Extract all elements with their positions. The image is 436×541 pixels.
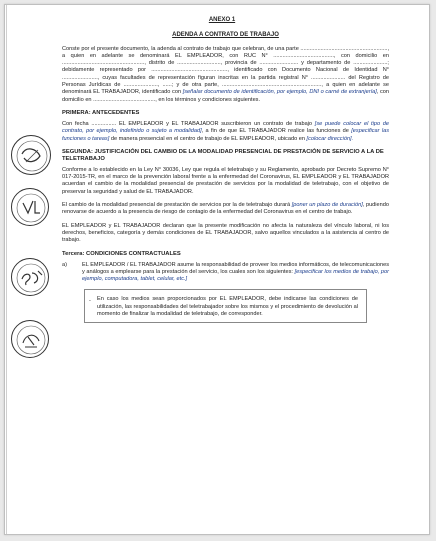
document-title: ADENDA A CONTRATO DE TRABAJO — [172, 32, 279, 39]
s1-text-c: de manera presencial en el centro de trabajo de EL EMPLEADOR, ubicado en — [110, 135, 305, 142]
s1-text-b: , a fin de que EL TRABAJADOR realice las funciones de — [201, 128, 349, 135]
section-2-paragraph-1: Conforme a lo establecido en la Ley N° 30036, Ley que regula el teletrabajo y su Reglamento, aprobado por Decreto Supremo N° 017-2015-TR, en el marco de la prevención laboral frente a la enfermedad del Coronavirus, EL EMPLEADOR y EL TRABAJADOR acuerdan el cambio de la modalidad presencial de prestación de servicios por la modalidad de teletrabajo, con el objetivo de preservar la seguridad y salud de EL TRABAJADOR. — [62, 166, 389, 195]
section-2-title: SEGUNDA: JUSTIFICACIÓN DEL CAMBIO DE LA MODALIDAD PRESENCIAL DE PRESTACIÓN DE SERVICIO A LA DE TELETRABAJO — [62, 148, 384, 162]
stamp-seal-3 — [11, 258, 49, 296]
note-text: En caso los medios sean proporcionados por EL EMPLEADOR, debe indicarse las condiciones de utilización, las responsabilidades del teletrabajador sobre los mismos y el procedimiento de devolución al momento de finalizar la modalidad de teletrabajo, de corresponder. — [97, 296, 358, 318]
section-2-paragraph-3: EL EMPLEADOR y EL TRABAJADOR declaran que la presente modificación no afecta la naturaleza del vínculo laboral, ni los derechos, beneficios, categoría y demás condiciones de EL TRABAJADOR, salvo aquellos vinculados a la asistencia al centro de trabajo. — [62, 222, 389, 244]
intro-paragraph — [62, 46, 389, 104]
intro-placeholder: [señalar documento de identificación, por ejemplo, DNI o carné de extranjería] — [182, 89, 377, 96]
s2-p2-placeholder: [poner un plazo de duración] — [291, 202, 363, 209]
s1-placeholder-1: [se puede colocar el tipo de contrato, por ejemplo, indefinido o sujeto a modalidad] — [62, 120, 389, 135]
section-2-paragraph-2 — [62, 202, 389, 217]
clause-a-placeholder: [especificar los medios de trabajo, por ejemplo, computadora, tablet, celular, etc.] — [82, 268, 389, 283]
document-page — [4, 4, 430, 535]
s1-text-a: Con fecha ................ EL EMPLEADOR y EL TRABAJADOR suscribieron un contrato de trabajo — [62, 120, 313, 127]
clause-a-text — [82, 262, 389, 284]
note-box — [84, 289, 367, 323]
clause-a-body: EL EMPLEADOR / EL TRABAJADOR asume la responsabilidad de proveer los medios informáticos, de telecomunicaciones y análogos a emplearse para la prestación del servicio, los cuales son los siguientes: — [82, 261, 389, 275]
section-1-title: PRIMERA: ANTECEDENTES — [62, 109, 140, 116]
annex-heading: ANEXO 1 — [208, 17, 236, 23]
s1-placeholder-2: [especificar las funciones o tareas] — [62, 128, 389, 142]
clause-a-label: a) — [62, 261, 67, 268]
document-body — [62, 17, 389, 323]
section-1-paragraph — [62, 121, 389, 143]
stamp-seal-2 — [11, 188, 49, 226]
s1-placeholder-3: [colocar dirección]. — [306, 135, 354, 142]
stamp-seal-1 — [11, 135, 51, 175]
note-bullet: - — [89, 298, 91, 305]
s2-p2-text-b: , pudiendo renovarse de acuerdo a la presencia de riesgo de contagio de la enfermedad del Coronavirus en el centro de trabajo. — [62, 202, 389, 216]
intro-end-text: , con domicilio en ........................................, en los términos y condiciones siguientes. — [62, 89, 389, 103]
intro-text: Conste por el presente documento, la adenda al contrato de trabajo que celebran, de una parte ........................................................, a quien en adelante se denominará EL EMPLEADOR, con RUC N° ......................................., con domicilio en ....................................................., distrito de ............................, provincia de ......................... y departamento de ......................; debidamente representado por ................................................., identificado con Documento Nacional de Identidad N° ......................., cuyas facultades de representación figuran inscritas en la partida registral N° ...................... del Registro de Personas Jurídicas de ......................, ......; y de otra parte, ................................................................, a quien en adelante se denominará EL TRABAJADOR, identificado con — [62, 45, 389, 96]
section-3-title: Tercera: CONDICIONES CONTRACTUALES — [62, 250, 181, 257]
stamp-seal-4 — [11, 320, 49, 358]
page-edge-line — [6, 5, 7, 534]
clause-a — [62, 262, 389, 284]
s2-p2-text-a: El cambio de la modalidad presencial de prestación de servicios por la de teletrabajo durará — [62, 202, 291, 209]
